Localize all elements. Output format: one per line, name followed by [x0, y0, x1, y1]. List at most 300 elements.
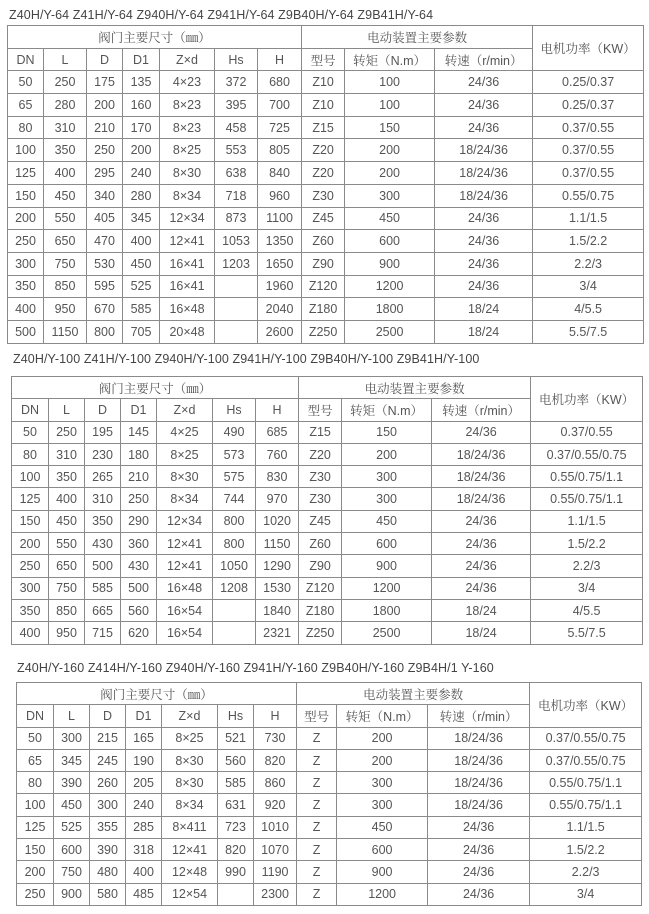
table-row — [12, 510, 643, 532]
cell-dn: 80 — [8, 116, 44, 139]
column-header-z-x-d: Z×d — [162, 705, 218, 727]
cell-speed: 18/24/36 — [432, 443, 531, 465]
table-row — [17, 839, 642, 861]
cell-h: 2300 — [254, 883, 297, 905]
cell-speed: 24/36 — [435, 71, 533, 94]
cell-hs: 560 — [218, 749, 254, 771]
cell-motor-power: 0.55/0.75/1.1 — [531, 488, 643, 510]
cell-hs: 800 — [213, 533, 256, 555]
cell-d1: 190 — [126, 749, 162, 771]
table-row — [8, 275, 644, 298]
cell-model: Z — [297, 883, 337, 905]
column-header-dn: DN — [17, 705, 54, 727]
cell-z-x-d: 12×34 — [160, 207, 215, 230]
table-row — [8, 116, 644, 139]
header-valve-dimensions: 阀门主要尺寸（㎜） — [8, 26, 302, 49]
header-valve-dimensions: 阀门主要尺寸（㎜） — [17, 683, 297, 705]
cell-d: 585 — [85, 577, 121, 599]
cell-hs: 820 — [218, 839, 254, 861]
cell-motor-power: 0.37/0.55 — [533, 116, 644, 139]
column-header-d1: D1 — [121, 399, 157, 421]
cell-hs: 490 — [213, 421, 256, 443]
header-actuator-params: 电动装置主要参数 — [302, 26, 533, 49]
cell-dn: 200 — [12, 533, 49, 555]
cell-speed: 18/24/36 — [432, 488, 531, 510]
cell-dn: 250 — [8, 230, 44, 253]
cell-h: 2321 — [256, 622, 299, 644]
cell-z-x-d: 8×411 — [162, 816, 218, 838]
cell-hs: 718 — [215, 184, 258, 207]
cell-dn: 125 — [17, 816, 54, 838]
cell-h: 840 — [258, 162, 302, 185]
cell-torque: 100 — [345, 71, 435, 94]
cell-l: 250 — [44, 71, 87, 94]
cell-motor-power: 0.55/0.75 — [533, 184, 644, 207]
column-header-h: H — [254, 705, 297, 727]
cell-z-x-d: 8×34 — [162, 794, 218, 816]
header-motor-power: 电机功率（KW） — [531, 377, 643, 422]
cell-z-x-d: 16×48 — [157, 577, 213, 599]
cell-model: Z15 — [299, 421, 342, 443]
cell-hs — [213, 599, 256, 621]
cell-model: Z250 — [302, 320, 345, 343]
cell-d: 195 — [85, 421, 121, 443]
column-header-d: D — [90, 705, 126, 727]
cell-dn: 350 — [12, 599, 49, 621]
cell-speed: 18/24/36 — [435, 139, 533, 162]
cell-torque: 2500 — [345, 320, 435, 343]
cell-hs: 1050 — [213, 555, 256, 577]
cell-hs: 458 — [215, 116, 258, 139]
cell-dn: 300 — [8, 252, 44, 275]
cell-d: 580 — [90, 883, 126, 905]
cell-torque: 450 — [342, 510, 432, 532]
cell-torque: 600 — [337, 839, 428, 861]
column-header-h: H — [258, 48, 302, 71]
cell-hs — [215, 298, 258, 321]
cell-speed: 18/24/36 — [428, 794, 530, 816]
cell-model: Z60 — [299, 533, 342, 555]
cell-model: Z15 — [302, 116, 345, 139]
cell-torque: 300 — [342, 466, 432, 488]
cell-z-x-d: 12×41 — [160, 230, 215, 253]
header-actuator-params: 电动装置主要参数 — [299, 377, 531, 399]
cell-dn: 400 — [8, 298, 44, 321]
header-row-group — [8, 26, 644, 49]
cell-z-x-d: 12×54 — [162, 883, 218, 905]
cell-torque: 300 — [337, 794, 428, 816]
cell-l: 550 — [44, 207, 87, 230]
column-header-model: 型号 — [299, 399, 342, 421]
cell-torque: 200 — [337, 727, 428, 749]
cell-speed: 18/24 — [435, 298, 533, 321]
column-header-d: D — [85, 399, 121, 421]
cell-hs — [215, 275, 258, 298]
cell-z-x-d: 16×41 — [160, 252, 215, 275]
cell-l: 750 — [44, 252, 87, 275]
cell-l: 650 — [44, 230, 87, 253]
cell-motor-power: 1.5/2.2 — [530, 839, 642, 861]
cell-l: 310 — [49, 443, 85, 465]
spec-table-pn64 — [7, 25, 644, 344]
cell-speed: 24/36 — [432, 533, 531, 555]
cell-torque: 450 — [337, 816, 428, 838]
column-header-l: L — [44, 48, 87, 71]
column-header-hs: Hs — [213, 399, 256, 421]
cell-dn: 250 — [17, 883, 54, 905]
cell-motor-power: 0.37/0.55/0.75 — [531, 443, 643, 465]
cell-h: 1070 — [254, 839, 297, 861]
table-row — [17, 749, 642, 771]
cell-motor-power: 5.5/7.5 — [533, 320, 644, 343]
cell-model: Z180 — [302, 298, 345, 321]
cell-z-x-d: 8×25 — [160, 139, 215, 162]
cell-d: 200 — [87, 94, 123, 117]
cell-speed: 24/36 — [428, 816, 530, 838]
cell-hs — [213, 622, 256, 644]
cell-h: 970 — [256, 488, 299, 510]
cell-l: 350 — [44, 139, 87, 162]
column-header-l: L — [49, 399, 85, 421]
cell-motor-power: 2.2/3 — [531, 555, 643, 577]
cell-motor-power: 5.5/7.5 — [531, 622, 643, 644]
cell-model: Z45 — [302, 207, 345, 230]
cell-l: 600 — [54, 839, 90, 861]
cell-dn: 200 — [17, 861, 54, 883]
header-valve-dimensions: 阀门主要尺寸（㎜） — [12, 377, 299, 399]
cell-torque: 1200 — [337, 883, 428, 905]
cell-speed: 24/36 — [432, 421, 531, 443]
table-row — [17, 772, 642, 794]
cell-d1: 400 — [126, 861, 162, 883]
cell-hs — [218, 883, 254, 905]
cell-l: 525 — [54, 816, 90, 838]
cell-d1: 250 — [121, 488, 157, 510]
cell-z-x-d: 8×30 — [162, 749, 218, 771]
table-row — [12, 555, 643, 577]
cell-z-x-d: 8×30 — [160, 162, 215, 185]
cell-d: 670 — [87, 298, 123, 321]
cell-motor-power: 0.37/0.55/0.75 — [530, 749, 642, 771]
table-row — [12, 443, 643, 465]
cell-l: 250 — [49, 421, 85, 443]
cell-h: 1290 — [256, 555, 299, 577]
cell-z-x-d: 8×30 — [157, 466, 213, 488]
cell-speed: 18/24/36 — [428, 772, 530, 794]
cell-model: Z30 — [299, 488, 342, 510]
cell-motor-power: 0.25/0.37 — [533, 94, 644, 117]
column-header-dn: DN — [8, 48, 44, 71]
cell-d: 210 — [87, 116, 123, 139]
cell-motor-power: 0.25/0.37 — [533, 71, 644, 94]
cell-h: 2600 — [258, 320, 302, 343]
table-row — [12, 577, 643, 599]
cell-l: 350 — [49, 466, 85, 488]
cell-h: 860 — [254, 772, 297, 794]
cell-hs: 744 — [213, 488, 256, 510]
cell-l: 390 — [54, 772, 90, 794]
cell-l: 950 — [44, 298, 87, 321]
cell-l: 650 — [49, 555, 85, 577]
cell-d1: 450 — [123, 252, 160, 275]
cell-d: 715 — [85, 622, 121, 644]
cell-torque: 1800 — [342, 599, 432, 621]
cell-torque: 300 — [345, 184, 435, 207]
column-header-torque: 转矩（N.m） — [342, 399, 432, 421]
cell-d1: 180 — [121, 443, 157, 465]
cell-d1: 285 — [126, 816, 162, 838]
cell-torque: 900 — [342, 555, 432, 577]
cell-hs: 395 — [215, 94, 258, 117]
cell-d: 350 — [85, 510, 121, 532]
cell-d: 800 — [87, 320, 123, 343]
cell-hs: 723 — [218, 816, 254, 838]
cell-h: 1530 — [256, 577, 299, 599]
cell-dn: 80 — [17, 772, 54, 794]
cell-dn: 150 — [8, 184, 44, 207]
table-row — [8, 162, 644, 185]
table-3-caption: Z40H/Y-160 Z414H/Y-160 Z940H/Y-160 Z941H/Y-160 Z9B40H/Y-160 Z9B4H/1 Y-160 — [17, 661, 494, 675]
cell-h: 820 — [254, 749, 297, 771]
cell-speed: 18/24 — [432, 622, 531, 644]
cell-z-x-d: 16×54 — [157, 622, 213, 644]
table-row — [17, 727, 642, 749]
cell-h: 805 — [258, 139, 302, 162]
column-header-d: D — [87, 48, 123, 71]
cell-dn: 100 — [17, 794, 54, 816]
cell-h: 700 — [258, 94, 302, 117]
cell-z-x-d: 20×48 — [160, 320, 215, 343]
cell-dn: 400 — [12, 622, 49, 644]
cell-motor-power: 0.37/0.55 — [531, 421, 643, 443]
cell-speed: 24/36 — [432, 577, 531, 599]
cell-dn: 50 — [12, 421, 49, 443]
cell-motor-power: 0.55/0.75/1.1 — [530, 794, 642, 816]
column-header-hs: Hs — [215, 48, 258, 71]
cell-hs: 990 — [218, 861, 254, 883]
cell-l: 400 — [49, 488, 85, 510]
cell-d: 430 — [85, 533, 121, 555]
cell-motor-power: 1.5/2.2 — [533, 230, 644, 253]
cell-dn: 50 — [17, 727, 54, 749]
cell-d: 295 — [87, 162, 123, 185]
cell-z-x-d: 4×25 — [157, 421, 213, 443]
column-header-l: L — [54, 705, 90, 727]
cell-torque: 900 — [345, 252, 435, 275]
cell-d1: 205 — [126, 772, 162, 794]
cell-hs: 1208 — [213, 577, 256, 599]
table-1-caption: Z40H/Y-64 Z41H/Y-64 Z940H/Y-64 Z941H/Y-64 Z9B40H/Y-64 Z9B41H/Y-64 — [9, 8, 434, 22]
cell-d: 300 — [90, 794, 126, 816]
cell-l: 850 — [44, 275, 87, 298]
cell-h: 2040 — [258, 298, 302, 321]
cell-d1: 135 — [123, 71, 160, 94]
cell-z-x-d: 8×23 — [160, 94, 215, 117]
cell-motor-power: 3/4 — [531, 577, 643, 599]
cell-speed: 18/24/36 — [435, 162, 533, 185]
cell-d: 595 — [87, 275, 123, 298]
cell-dn: 350 — [8, 275, 44, 298]
column-header-d1: D1 — [126, 705, 162, 727]
cell-hs — [215, 320, 258, 343]
cell-speed: 24/36 — [432, 555, 531, 577]
cell-speed: 24/36 — [432, 510, 531, 532]
cell-dn: 125 — [12, 488, 49, 510]
cell-z-x-d: 12×41 — [157, 555, 213, 577]
cell-dn: 150 — [12, 510, 49, 532]
cell-d1: 345 — [123, 207, 160, 230]
table-row — [17, 883, 642, 905]
cell-speed: 18/24 — [435, 320, 533, 343]
cell-l: 900 — [54, 883, 90, 905]
column-header-speed: 转速（r/min） — [435, 48, 533, 71]
cell-l: 300 — [54, 727, 90, 749]
table-row — [8, 230, 644, 253]
cell-speed: 24/36 — [435, 230, 533, 253]
cell-motor-power: 1.1/1.5 — [531, 510, 643, 532]
column-header-z-x-d: Z×d — [160, 48, 215, 71]
cell-hs: 521 — [218, 727, 254, 749]
cell-l: 750 — [54, 861, 90, 883]
cell-speed: 24/36 — [428, 883, 530, 905]
cell-z-x-d: 8×34 — [160, 184, 215, 207]
cell-h: 1150 — [256, 533, 299, 555]
cell-d: 260 — [90, 772, 126, 794]
cell-d1: 485 — [126, 883, 162, 905]
cell-d: 250 — [87, 139, 123, 162]
cell-model: Z20 — [302, 162, 345, 185]
cell-model: Z10 — [302, 94, 345, 117]
cell-model: Z90 — [299, 555, 342, 577]
cell-model: Z10 — [302, 71, 345, 94]
table-row — [12, 421, 643, 443]
column-header-dn: DN — [12, 399, 49, 421]
cell-d1: 620 — [121, 622, 157, 644]
cell-d1: 525 — [123, 275, 160, 298]
cell-h: 920 — [254, 794, 297, 816]
header-motor-power: 电机功率（KW） — [530, 683, 642, 728]
column-header-h: H — [256, 399, 299, 421]
column-header-model: 型号 — [297, 705, 337, 727]
cell-hs: 631 — [218, 794, 254, 816]
cell-l: 950 — [49, 622, 85, 644]
cell-h: 760 — [256, 443, 299, 465]
cell-model: Z180 — [299, 599, 342, 621]
table-row — [8, 298, 644, 321]
cell-torque: 200 — [337, 749, 428, 771]
cell-d1: 705 — [123, 320, 160, 343]
spec-table-pn100 — [11, 376, 643, 645]
cell-torque: 1800 — [345, 298, 435, 321]
table-row — [8, 320, 644, 343]
column-header-model: 型号 — [302, 48, 345, 71]
cell-l: 400 — [44, 162, 87, 185]
cell-speed: 18/24/36 — [432, 466, 531, 488]
table-2-caption: Z40H/Y-100 Z41H/Y-100 Z940H/Y-100 Z941H/Y-100 Z9B40H/Y-100 Z9B41H/Y-100 — [13, 352, 480, 366]
cell-dn: 65 — [17, 749, 54, 771]
cell-l: 450 — [44, 184, 87, 207]
table-row — [12, 599, 643, 621]
cell-h: 1020 — [256, 510, 299, 532]
cell-model: Z120 — [302, 275, 345, 298]
cell-d: 265 — [85, 466, 121, 488]
cell-d1: 170 — [123, 116, 160, 139]
cell-speed: 24/36 — [435, 116, 533, 139]
table-row — [8, 252, 644, 275]
cell-d: 355 — [90, 816, 126, 838]
cell-d1: 560 — [121, 599, 157, 621]
cell-d: 665 — [85, 599, 121, 621]
cell-hs: 873 — [215, 207, 258, 230]
cell-hs: 1053 — [215, 230, 258, 253]
cell-h: 1960 — [258, 275, 302, 298]
cell-torque: 1200 — [342, 577, 432, 599]
cell-d: 340 — [87, 184, 123, 207]
cell-d: 405 — [87, 207, 123, 230]
cell-speed: 18/24/36 — [428, 749, 530, 771]
cell-torque: 2500 — [342, 622, 432, 644]
cell-d1: 500 — [121, 577, 157, 599]
cell-hs: 638 — [215, 162, 258, 185]
cell-d1: 165 — [126, 727, 162, 749]
cell-speed: 24/36 — [428, 839, 530, 861]
cell-d1: 200 — [123, 139, 160, 162]
cell-torque: 1200 — [345, 275, 435, 298]
cell-torque: 100 — [345, 94, 435, 117]
column-header-hs: Hs — [218, 705, 254, 727]
cell-hs: 1203 — [215, 252, 258, 275]
cell-l: 345 — [54, 749, 90, 771]
cell-h: 1840 — [256, 599, 299, 621]
table-row — [8, 94, 644, 117]
cell-model: Z30 — [299, 466, 342, 488]
cell-motor-power: 0.37/0.55 — [533, 139, 644, 162]
cell-dn: 500 — [8, 320, 44, 343]
cell-l: 1150 — [44, 320, 87, 343]
cell-model: Z90 — [302, 252, 345, 275]
cell-h: 685 — [256, 421, 299, 443]
cell-d: 470 — [87, 230, 123, 253]
cell-h: 960 — [258, 184, 302, 207]
cell-h: 1010 — [254, 816, 297, 838]
cell-h: 1190 — [254, 861, 297, 883]
cell-motor-power: 0.55/0.75/1.1 — [531, 466, 643, 488]
cell-d: 530 — [87, 252, 123, 275]
table-row — [17, 794, 642, 816]
cell-d: 390 — [90, 839, 126, 861]
cell-z-x-d: 12×41 — [162, 839, 218, 861]
cell-z-x-d: 12×48 — [162, 861, 218, 883]
cell-motor-power: 0.37/0.55 — [533, 162, 644, 185]
cell-speed: 24/36 — [428, 861, 530, 883]
cell-l: 280 — [44, 94, 87, 117]
cell-d: 230 — [85, 443, 121, 465]
cell-l: 850 — [49, 599, 85, 621]
cell-torque: 200 — [345, 162, 435, 185]
column-header-d1: D1 — [123, 48, 160, 71]
cell-model: Z — [297, 727, 337, 749]
cell-d1: 430 — [121, 555, 157, 577]
table-row — [8, 207, 644, 230]
cell-d: 245 — [90, 749, 126, 771]
table-row — [8, 139, 644, 162]
cell-z-x-d: 8×34 — [157, 488, 213, 510]
table-row — [17, 861, 642, 883]
cell-torque: 200 — [342, 443, 432, 465]
cell-torque: 200 — [345, 139, 435, 162]
cell-motor-power: 3/4 — [533, 275, 644, 298]
cell-motor-power: 1.1/1.5 — [530, 816, 642, 838]
